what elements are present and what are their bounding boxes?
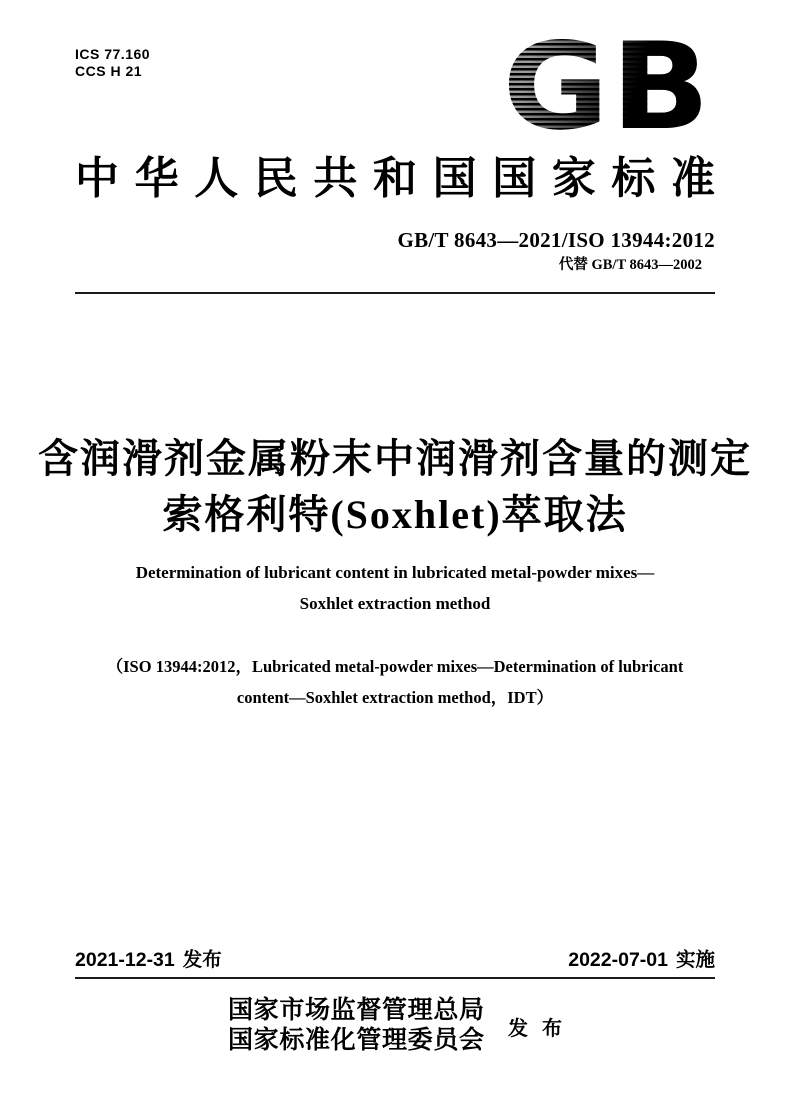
- publisher-name-2: 国家标准化管理委员会: [228, 1027, 484, 1054]
- implementation-label: 实施: [675, 949, 715, 971]
- classification-codes: [75, 46, 150, 80]
- document-title-english: [0, 557, 790, 619]
- national-standard-title: 中华人民共和国国家标准: [75, 154, 715, 203]
- implementation-date-block: [568, 948, 715, 972]
- issue-date: 2021-12-31: [75, 949, 175, 971]
- document-title-chinese: [0, 431, 790, 543]
- iso-reference-line1: （ISO 13944:2012，Lubricated metal-powder mixes—Determination of lubricant: [106, 657, 684, 676]
- publisher-block: [0, 996, 790, 1056]
- date-row: [75, 948, 715, 972]
- replaces-note: 代替 GB/T 8643—2002: [558, 257, 702, 273]
- document-title-zh-line1: 含润滑剂金属粉末中润滑剂含量的测定: [38, 436, 752, 481]
- document-title-en-line2: Soxhlet extraction method: [299, 594, 491, 613]
- publisher-names: [228, 996, 484, 1056]
- gb-logo: GB: [502, 18, 712, 157]
- bottom-divider: [75, 977, 715, 979]
- publish-label: 发布: [508, 1017, 576, 1040]
- top-divider: [75, 292, 715, 294]
- issue-date-block: [75, 948, 222, 972]
- standard-code: GB/T 8643—2021/ISO 13944:2012: [397, 228, 715, 252]
- implementation-date: 2022-07-01: [568, 949, 668, 971]
- document-title-en-line1: Determination of lubricant content in lubricated metal-powder mixes—: [135, 563, 655, 582]
- document-title-zh-line2: 索格利特(Soxhlet)萃取法: [162, 492, 628, 537]
- ics-code: ICS 77.160: [75, 46, 151, 62]
- ccs-code: CCS H 21: [75, 63, 143, 79]
- issue-label: 发布: [182, 949, 222, 971]
- publisher-name-1: 国家市场监督管理总局: [228, 997, 484, 1024]
- iso-reference-line2: content—Soxhlet extraction method，IDT）: [236, 688, 554, 707]
- iso-reference: [0, 651, 790, 713]
